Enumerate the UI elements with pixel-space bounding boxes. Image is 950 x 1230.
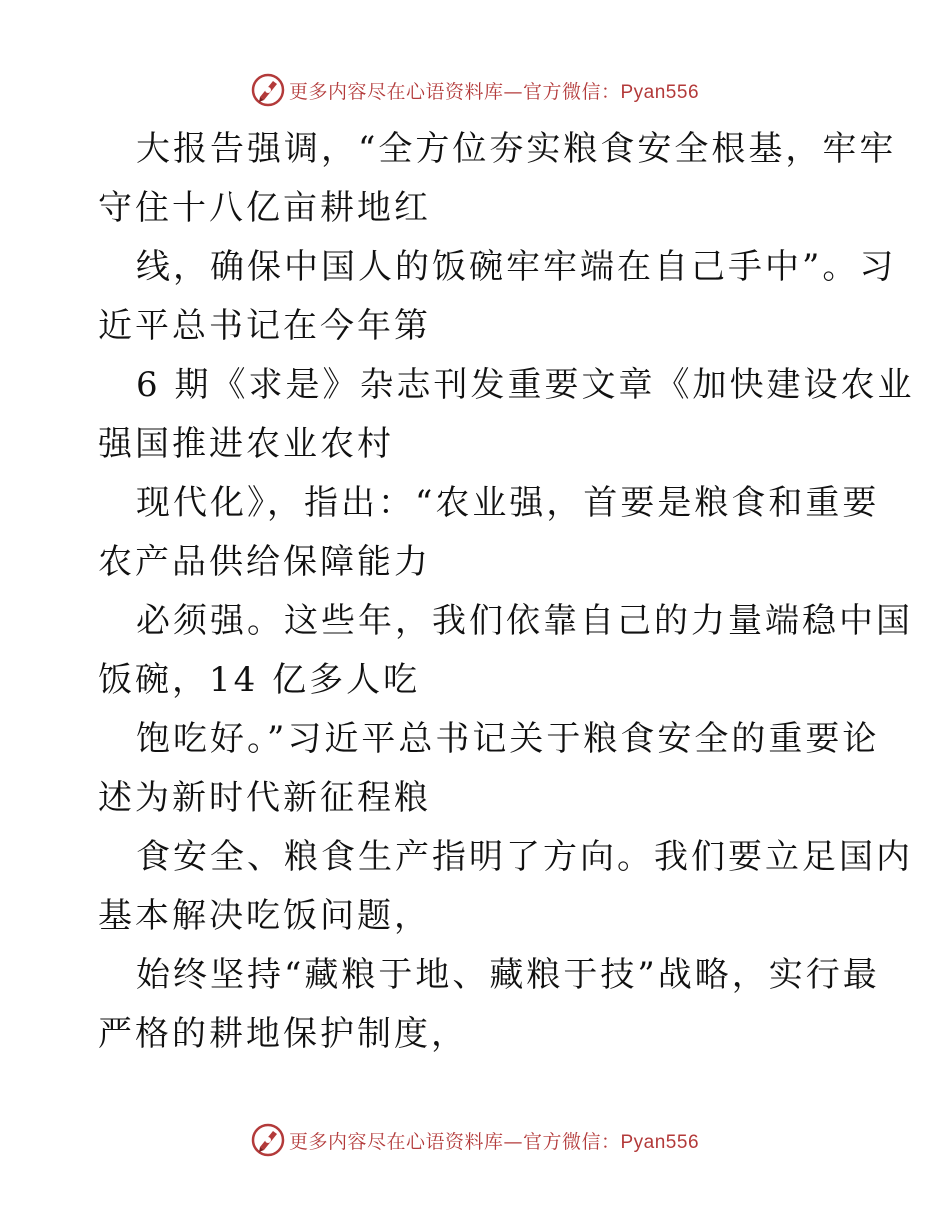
text-line: 饭碗，14 亿多人吃 (98, 660, 421, 700)
banner-site-text: 更多内容尽在心语资料库 (288, 80, 504, 103)
text-line: 强国推进农业农村 (98, 424, 394, 464)
text-line: 农产品供给保障能力 (98, 542, 431, 582)
text-line: 始终坚持“藏粮于地、藏粮于技”战略，实行最 (136, 955, 880, 995)
text-line: 严格的耕地保护制度， (98, 1014, 468, 1054)
text-line: 大报告强调，“全方位夯实粮食安全根基，牢牢 (136, 129, 897, 169)
logo-icon (251, 73, 285, 107)
banner-site-text: 更多内容尽在心语资料库 (288, 1130, 504, 1153)
text-line: 6 期《求是》杂志刊发重要文章《加快建设农业 (136, 365, 915, 405)
footer-banner (0, 1120, 950, 1160)
text-line: 守住十八亿亩耕地红 (98, 188, 431, 228)
banner-contact-handle: Pyan556 (620, 81, 700, 103)
text-line: 近平总书记在今年第 (98, 306, 431, 346)
text-line: 线，确保中国人的饭碗牢牢端在自己手中”。习 (136, 247, 897, 287)
text-line: 必须强。这些年，我们依靠自己的力量端稳中国 (136, 601, 913, 641)
banner-text (289, 77, 699, 104)
text-line: 述为新时代新征程粮 (98, 778, 431, 818)
text-line: 饱吃好。”习近平总书记关于粮食安全的重要论 (136, 719, 880, 759)
banner-separator: — (503, 80, 523, 103)
logo-icon (251, 1123, 285, 1157)
banner-contact-handle: Pyan556 (620, 1131, 700, 1153)
banner-text (289, 1127, 699, 1154)
header-banner (0, 70, 950, 110)
banner-separator: — (503, 1130, 523, 1153)
text-line: 基本解决吃饭问题， (98, 896, 431, 936)
document-body (98, 120, 915, 1064)
banner-contact-label: 官方微信： (522, 1130, 621, 1153)
text-line: 现代化》，指出：“农业强，首要是粮食和重要 (136, 483, 880, 523)
banner-contact-label: 官方微信： (522, 80, 621, 103)
text-line: 食安全、粮食生产指明了方向。我们要立足国内 (136, 837, 913, 877)
